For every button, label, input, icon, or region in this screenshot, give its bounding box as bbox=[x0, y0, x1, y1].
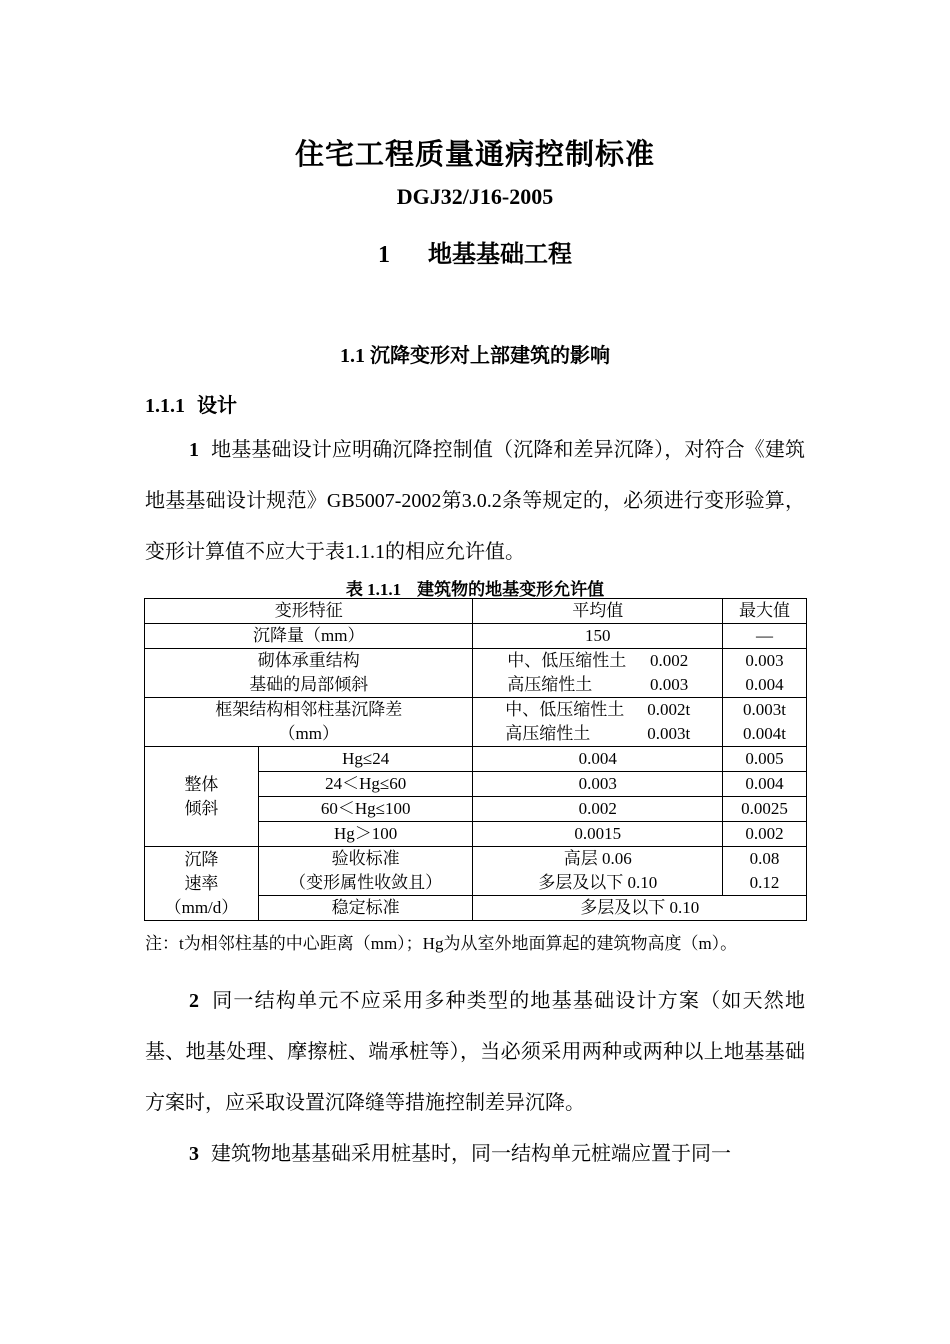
paragraph-text: 同一结构单元不应采用多种类型的地基基础设计方案（如天然地基、地基处理、摩擦桩、端承桩等），当必须采用两种或两种以上地基基础方案时，应采取设置沉降缝等措施控制差异沉降。 bbox=[145, 990, 805, 1114]
header-cell: 最大值 bbox=[723, 599, 807, 624]
cell-line: 0.003t bbox=[743, 700, 787, 719]
cell-line: 0.004t bbox=[743, 724, 787, 743]
avg-value: 0.002t bbox=[647, 700, 691, 719]
cell-line: 速率 bbox=[184, 873, 219, 893]
subsection-title: 设计 bbox=[197, 395, 237, 417]
cell-line: 倾斜 bbox=[184, 798, 219, 818]
cell-line: 框架结构相邻柱基沉降差 bbox=[215, 700, 403, 719]
table-cell bbox=[145, 698, 473, 747]
subsection-heading bbox=[145, 389, 237, 418]
table-cell: 60＜Hg≤100 bbox=[258, 797, 473, 822]
paragraph-number: 1 bbox=[189, 439, 199, 461]
paragraph-text: 地基基础设计应明确沉降控制值（沉降和差异沉降），对符合《建筑地基基础设计规范》GB5007-2002第3.0.2条等规定的，必须进行变形验算，变形计算值不应大于表1.1.1的相应允许值。 bbox=[145, 439, 805, 563]
table-cell bbox=[723, 698, 807, 747]
table-cell: 24＜Hg≤60 bbox=[258, 772, 473, 797]
avg-value: 0.002 bbox=[650, 651, 689, 670]
soil-type: 中、低压缩性土 bbox=[505, 700, 625, 719]
soil-type: 高压缩性土 bbox=[505, 724, 591, 743]
chapter-number: 1 bbox=[378, 242, 390, 268]
cell-line: 验收标准 bbox=[331, 849, 400, 868]
subsection-number: 1.1.1 bbox=[145, 395, 185, 417]
table-cell: 150 bbox=[473, 624, 723, 649]
table-number: 表 1.1.1 bbox=[345, 580, 402, 599]
paragraph-number: 3 bbox=[189, 1143, 199, 1165]
cell-line: 整体 bbox=[184, 774, 219, 794]
chapter-heading bbox=[0, 234, 950, 269]
paragraph-1 bbox=[145, 425, 805, 578]
table-cell: 0.0015 bbox=[473, 822, 723, 847]
avg-value: 0.003 bbox=[650, 675, 689, 694]
cell-line: 0.12 bbox=[749, 873, 780, 892]
table-cell bbox=[473, 698, 723, 747]
table-row bbox=[145, 624, 807, 649]
deformation-table bbox=[144, 598, 807, 921]
table-row bbox=[145, 847, 807, 896]
table-cell: 0.003 bbox=[473, 772, 723, 797]
paragraph-3 bbox=[145, 1129, 805, 1180]
table-cell bbox=[145, 847, 259, 921]
table-caption bbox=[0, 575, 950, 600]
paragraph-2 bbox=[145, 976, 805, 1129]
cell-line: 基础的局部倾斜 bbox=[249, 675, 369, 694]
cell-line: 高层 0.06 bbox=[563, 849, 632, 868]
table-cell: 0.002 bbox=[473, 797, 723, 822]
table-cell: Hg＞100 bbox=[258, 822, 473, 847]
table-cell: 0.004 bbox=[473, 747, 723, 772]
standard-code: DGJ32/J16-2005 bbox=[396, 184, 554, 209]
cell-line: （变形属性收敛且） bbox=[289, 873, 443, 892]
paragraph-number: 2 bbox=[189, 990, 199, 1012]
soil-type: 中、低压缩性土 bbox=[507, 651, 627, 670]
header-cell: 平均值 bbox=[473, 599, 723, 624]
table-header-row bbox=[145, 599, 807, 624]
table-cell: 稳定标准 bbox=[258, 896, 473, 921]
cell-split bbox=[507, 649, 688, 697]
table-cell bbox=[473, 847, 723, 896]
paragraph-text: 建筑物地基基础采用桩基时，同一结构单元桩端应置于同一 bbox=[211, 1143, 731, 1165]
table-title: 建筑物的地基变形允许值 bbox=[417, 580, 605, 599]
table-row bbox=[145, 747, 807, 772]
header-cell: 变形特征 bbox=[145, 599, 473, 624]
cell-line: 砌体承重结构 bbox=[257, 651, 360, 670]
table-cell bbox=[145, 649, 473, 698]
soil-type: 高压缩性土 bbox=[507, 675, 593, 694]
table-cell: 0.004 bbox=[723, 772, 807, 797]
chapter-title: 地基基础工程 bbox=[428, 242, 572, 268]
table-cell: 多层及以下 0.10 bbox=[473, 896, 807, 921]
cell-line: 沉降 bbox=[184, 849, 219, 869]
table-row bbox=[145, 698, 807, 747]
table-row bbox=[145, 649, 807, 698]
table-note: 注：t为相邻柱基的中心距离（mm）；Hg为从室外地面算起的建筑物高度（m）。 bbox=[145, 934, 738, 953]
table-cell bbox=[723, 649, 807, 698]
table-cell: 沉降量（mm） bbox=[145, 624, 473, 649]
cell-line: （mm） bbox=[278, 724, 339, 743]
table-cell: 0.005 bbox=[723, 747, 807, 772]
cell-line: 多层及以下 0.10 bbox=[538, 873, 658, 892]
table-cell bbox=[145, 747, 259, 847]
table-cell bbox=[258, 847, 473, 896]
table-cell bbox=[473, 649, 723, 698]
table-cell bbox=[723, 847, 807, 896]
section-heading: 1.1 沉降变形对上部建筑的影响 bbox=[340, 345, 610, 367]
avg-value: 0.003t bbox=[647, 724, 691, 743]
document-title: 住宅工程质量通病控制标准 bbox=[294, 139, 655, 171]
cell-line: （mm/d） bbox=[164, 897, 239, 917]
table-cell: 0.0025 bbox=[723, 797, 807, 822]
cell-line: 0.08 bbox=[749, 849, 780, 868]
cell-split bbox=[505, 698, 690, 746]
cell-line: 0.003 bbox=[745, 651, 784, 670]
cell-line: 0.004 bbox=[745, 675, 784, 694]
table-cell: Hg≤24 bbox=[258, 747, 473, 772]
table-cell: 0.002 bbox=[723, 822, 807, 847]
table-cell: — bbox=[723, 624, 807, 649]
